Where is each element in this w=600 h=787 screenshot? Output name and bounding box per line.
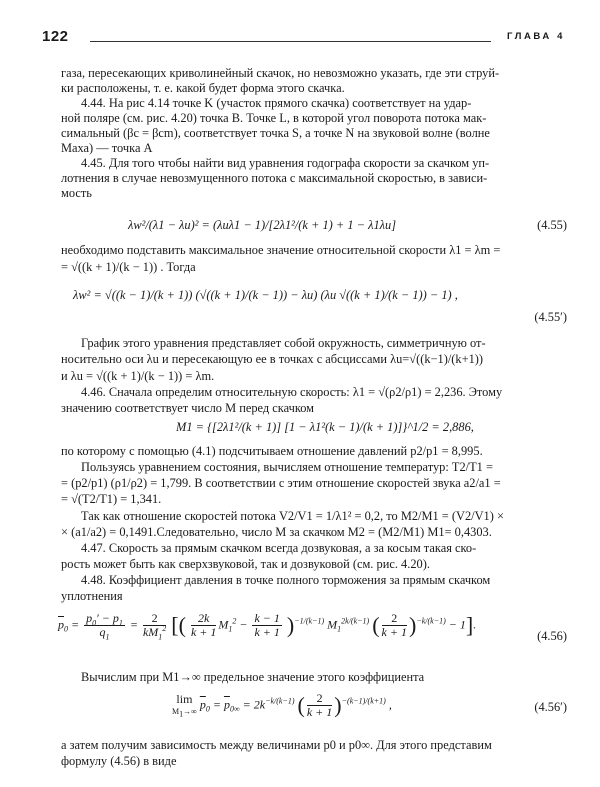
text-line: ной поляре (см. рис. 4.20) точка B. Точке L, в которой угол поворота потока мак- — [61, 111, 487, 125]
text-line: 4.48. Коэффициент давления в точке полного торможения за прямым скачком — [81, 573, 491, 587]
equation-number: (4.56) — [537, 629, 567, 643]
text-line: уплотнения — [61, 589, 123, 603]
text-line: Вычислим при M1→∞ предельное значение этого коэффициента — [81, 670, 425, 684]
text-line: по которому с помощью (4.1) подсчитываем отношение давлений p2/p1 = 8,995. — [61, 444, 483, 458]
page-header — [40, 28, 565, 52]
chapter-title: ГЛАВА 4 — [506, 31, 565, 42]
text-line: 4.46. Сначала определим относительную скорость: λ1 = √(ρ2/ρ1) = 2,236. Этому — [81, 385, 503, 399]
text-line: мость — [61, 186, 92, 200]
equation-4-55: λw²/(λ1 − λu)² = (λuλ1 − 1)/[2λ1²/(k + 1) + 1 − λ1λu] — [128, 218, 397, 232]
text-line: График этого уравнения представляет собой окружность, симметричную от- — [81, 336, 486, 350]
text-line: × (a1/a2) = 0,1491.Следовательно, число M за скачком M2 = (M2/M1) M1= 0,4303. — [61, 525, 492, 539]
text-line: рость может быть как сверхзвуковой, так и дозвуковой (см. рис. 4.20). — [61, 557, 430, 571]
text-line: а затем получим зависимость между величинами p0 и p0∞. Для этого представим — [61, 738, 492, 752]
text-line: = √((k + 1)/(k − 1)) . Тогда — [61, 260, 196, 274]
text-line: носительно оси λu и пересекающую ее в точках с абсциссами λu=√((k−1)/(k+1)) — [61, 352, 484, 366]
text-line: 4.45. Для того чтобы найти вид уравнения годографа скорости за скачком уп- — [81, 156, 490, 170]
equation-4-55-prime: λw² = √((k − 1)/(k + 1)) (√((k + 1)/(k − 1)) − λu) (λu √((k + 1)/(k − 1)) − 1) , — [73, 288, 458, 302]
text-line: ки расположены, т. е. какой будет форма этого скачка. — [61, 81, 345, 95]
equation-M1: M1 = {[2λ1²/(k + 1)] [1 − λ1²(k − 1)/(k + 1)]}^1/2 = 2,886, — [176, 420, 474, 434]
page-number: 122 — [42, 28, 69, 45]
text-line: лотнения в случае невозмущенного потока с максимальной скоростью, в зависи- — [61, 171, 488, 185]
equation-4-56-prime: lim $M_1\to\infty$ $\overline{p}_0 = \overline{p}_{0\infty} = 2k^{-k/(k-1)}$ ( $\frac{2}{k + 1}$ )$^{-(k-1)/(k+1)}$ , — [172, 691, 392, 719]
text-line: симальный (βc = βcm), соответствует точка S, а точке N на звуковой волне (волне — [61, 126, 490, 140]
text-line: 4.44. На рис 4.14 точке K (участок прямого скачка) соответствует на удар- — [81, 96, 472, 110]
text-line: необходимо подставить максимальное значение относительной скорости λ1 = λm = — [61, 243, 501, 257]
equation-4-56: $\overline{p}_0$ = $\frac{p_0' - p_1}{q_1}$ = $\frac{2}{kM_1^2}$ [( $\frac{2k}{k + 1}$ $M_1^2$ − $\frac{k - 1}{k + 1}$ )$^{-1/(k-1)}$ $M_1^{2k/(k-1)}$ ( $\frac{2}{k + 1}$ )$^{-k/(k-1)}$ − 1]. — [58, 611, 477, 642]
equation-number: (4.56′) — [534, 700, 567, 714]
text-line: 4.47. Скорость за прямым скачком всегда дозвуковая, а за косым такая ско- — [81, 541, 477, 555]
text-line: = (p2/p1) (ρ1/ρ2) = 1,799. В соответствии с этим отношение скоростей звука a2/a1 = — [61, 476, 501, 490]
text-line: и λu = √((k + 1)/(k − 1)) = λm. — [61, 369, 215, 383]
header-rule — [90, 41, 491, 42]
text-line: = √(T2/T1) = 1,341. — [61, 492, 162, 506]
equation-number: (4.55) — [537, 218, 567, 232]
text-line: газа, пересекающих криволинейный скачок, но невозможно указать, где эти струй- — [61, 66, 500, 80]
text-line: Пользуясь уравнением состояния, вычисляем отношение температур: T2/T1 = — [81, 460, 493, 474]
equation-number: (4.55′) — [534, 310, 567, 324]
text-line: Маха) — точка A — [61, 141, 153, 155]
text-line: значению соответствует число M перед скачком — [61, 401, 315, 415]
text-line: формулу (4.56) в виде — [61, 754, 177, 768]
text-line: Так как отношение скоростей потока V2/V1 = 1/λ1² = 0,2, то M2/M1 = (V2/V1) × — [81, 509, 504, 523]
